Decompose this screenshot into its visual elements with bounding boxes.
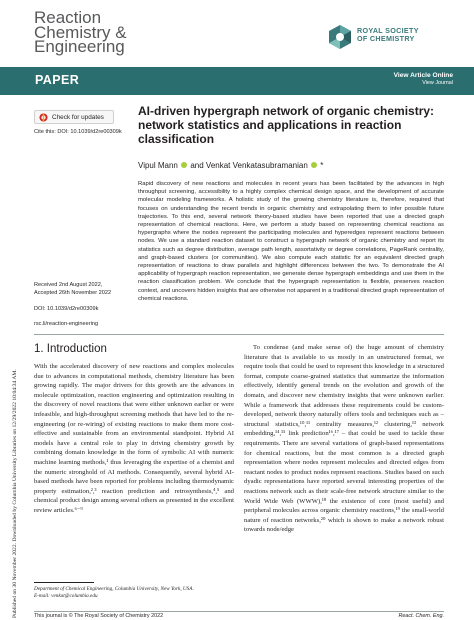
- publisher-logo[interactable]: [327, 24, 447, 50]
- journal-abbrev-footer: React. Chem. Eng.: [398, 613, 444, 619]
- crossmark-icon: [39, 113, 48, 122]
- article-doi[interactable]: DOI: 10.1039/d2re00309k: [34, 306, 99, 312]
- journal-title-line: Chemistry &: [34, 22, 127, 42]
- body-column-left: With the accelerated discovery of new reactions and complex molecules due to advances in computational methods, chemistry literature has been growing rapidly. The major drivers for this growth are the advances in molecule optimization, reaction engineering and optimization resulting in the discovery of novel reactions that were either unknown earlier or were infeasible, and high-throughput screening methods that have led to the re-engineering (or re-wiring) of existing reactions to make them more cost-effective and sustainable from an environmental standpoint. Hybrid AI models have a central role to play in driving chemistry growth by combining domain knowledge in the form of symbolic AI with numeric machine learning methods,¹ thus leveraging the expertise of a chemist and the numeric stronghold of AI methods. Consequently, several hybrid AI-based methods have been reported for problems including thermodynamic property estimation,²,³ reaction prediction and retrosynthesis,⁴,⁵ and chemical product design among several others as presented in the excellent review articles.⁶⁻⁹: [34, 363, 234, 514]
- section-divider: [34, 334, 444, 335]
- affiliation-footnote: [34, 586, 234, 600]
- publisher-name: [357, 27, 419, 43]
- orcid-icon[interactable]: [311, 162, 317, 168]
- body-column-right: To condense (and make sense of) the huge amount of chemistry literature that is available to us mostly in an unstructured format, we require tools that could be used to represent this knowledge in a structured format, compute coarse-grained statistics that summarize the information effectively, identify general trends on the evolution and growth of the domain, and discover new chemistry insights that were unknown earlier. While a framework that addresses these requirements could be custom-developed, network theory naturally offers tools and techniques such as – structural statistics,¹⁰,¹¹ centrality measures,¹² clustering,¹³ network embedding,¹⁴,¹⁵ link prediction¹⁶,¹⁷ – that could be used to tackle these requirements. There are several variations of graph-based representations for chemical reactions, but the most common is a directed graph representation where nodes represent molecules and directed edges from reactant nodes to product nodes represent reactions. Studies based on such dyadic representations have reported several interesting properties of the reactions network such as their scale-free network structure similar to the World Wide Web (WWW),¹⁸ the existence of core (most useful) and peripheral molecules across organic chemistry reactions,¹⁹ the small-world nature of reaction networks,²⁰ which is shown to make a network robust towards node/edge: [244, 344, 444, 534]
- accepted-date: Accepted 26th November 2022: [34, 290, 112, 296]
- corresponding-author-mark: *: [320, 161, 324, 170]
- copyright-footer: This journal is © The Royal Society of Chemistry 2022: [34, 613, 164, 619]
- footnote-divider: [34, 582, 94, 583]
- orcid-icon[interactable]: [181, 162, 187, 168]
- check-for-updates-label: Check for updates: [52, 114, 104, 121]
- article-title: AI-driven hypergraph network of organic chemistry: network statistics and applications in reaction classification: [138, 104, 435, 146]
- rsc-emblem-icon: [327, 24, 353, 50]
- affiliation-email[interactable]: E-mail: venkat@columbia.edu: [34, 593, 98, 599]
- journal-title-line: Reaction: [34, 8, 102, 27]
- check-for-updates-button[interactable]: [34, 110, 114, 124]
- abstract: Rapid discovery of new reactions and molecules in recent years has been facilitated by the advances in high throughput screening, accessibility to a highly complex chemical design space, and the development of accurate molecular modeling frameworks. A holistic study of the growing chemistry literature is, therefore, required that focuses on understanding the recent trends in organic chemistry and extrapolating them to infer possible future trajectories. To this end, several network theory-based studies have been reported that use a directed graph representation of chemical reactions. Here, we perform a study based on representing chemical reactions as hypergraphs where the nodes represent the participating molecules and hyperedges represent reactions between nodes. We use a standard reaction dataset to construct a hypergraph network of organic chemistry and report its statistics such as degree distribution, average path length, assortativity or degree correlations, PageRank centrality, and graph-based clusters (or communities). We also compute each statistic for an equivalent directed graph representation of reactions to draw parallels and highlight differences between the two. To demonstrate the AI applicability of hypergraph reaction representation, we generate dense hypergraph embeddings and use them in the reaction classification problem. We conclude that the hypergraph representation is flexible, preserves reaction context, and uncovers hidden insights that are otherwise not apparent in a traditional directed graph representation of chemical reactions.: [138, 181, 444, 302]
- view-article-online-label: View Article Online: [393, 72, 453, 79]
- journal-title: [34, 8, 234, 56]
- section-heading: 1. Introduction: [34, 343, 107, 355]
- journal-title-line: Engineering: [34, 37, 125, 56]
- publisher-line: ROYAL SOCIETY: [357, 26, 419, 35]
- footer-divider: [34, 611, 444, 612]
- cite-this-doi: Cite this: DOI: 10.1039/d2re00309k: [34, 129, 122, 135]
- view-journal-link[interactable]: View Journal: [422, 80, 453, 86]
- view-article-online-link[interactable]: [394, 72, 453, 86]
- author-name[interactable]: Vipul Mann: [138, 161, 178, 170]
- article-type-banner: [0, 67, 474, 95]
- author-name[interactable]: and Venkat Venkatasubramanian: [190, 161, 308, 170]
- author-list: [138, 161, 323, 170]
- download-side-note-text: Published on 30 November 2022. Downloaded by Columbia University Libraries on 12/29/2022 10:04:34 AM.: [12, 369, 18, 618]
- article-type-label: PAPER: [35, 73, 80, 87]
- affiliation-text: Department of Chemical Engineering, Columbia University, New York, USA.: [34, 586, 194, 592]
- download-side-note: [3, 102, 18, 618]
- received-date: Received 2nd August 2022,: [34, 282, 103, 288]
- journal-site-link[interactable]: rsc.li/reaction-engineering: [34, 321, 99, 327]
- publisher-line: OF CHEMISTRY: [357, 34, 415, 43]
